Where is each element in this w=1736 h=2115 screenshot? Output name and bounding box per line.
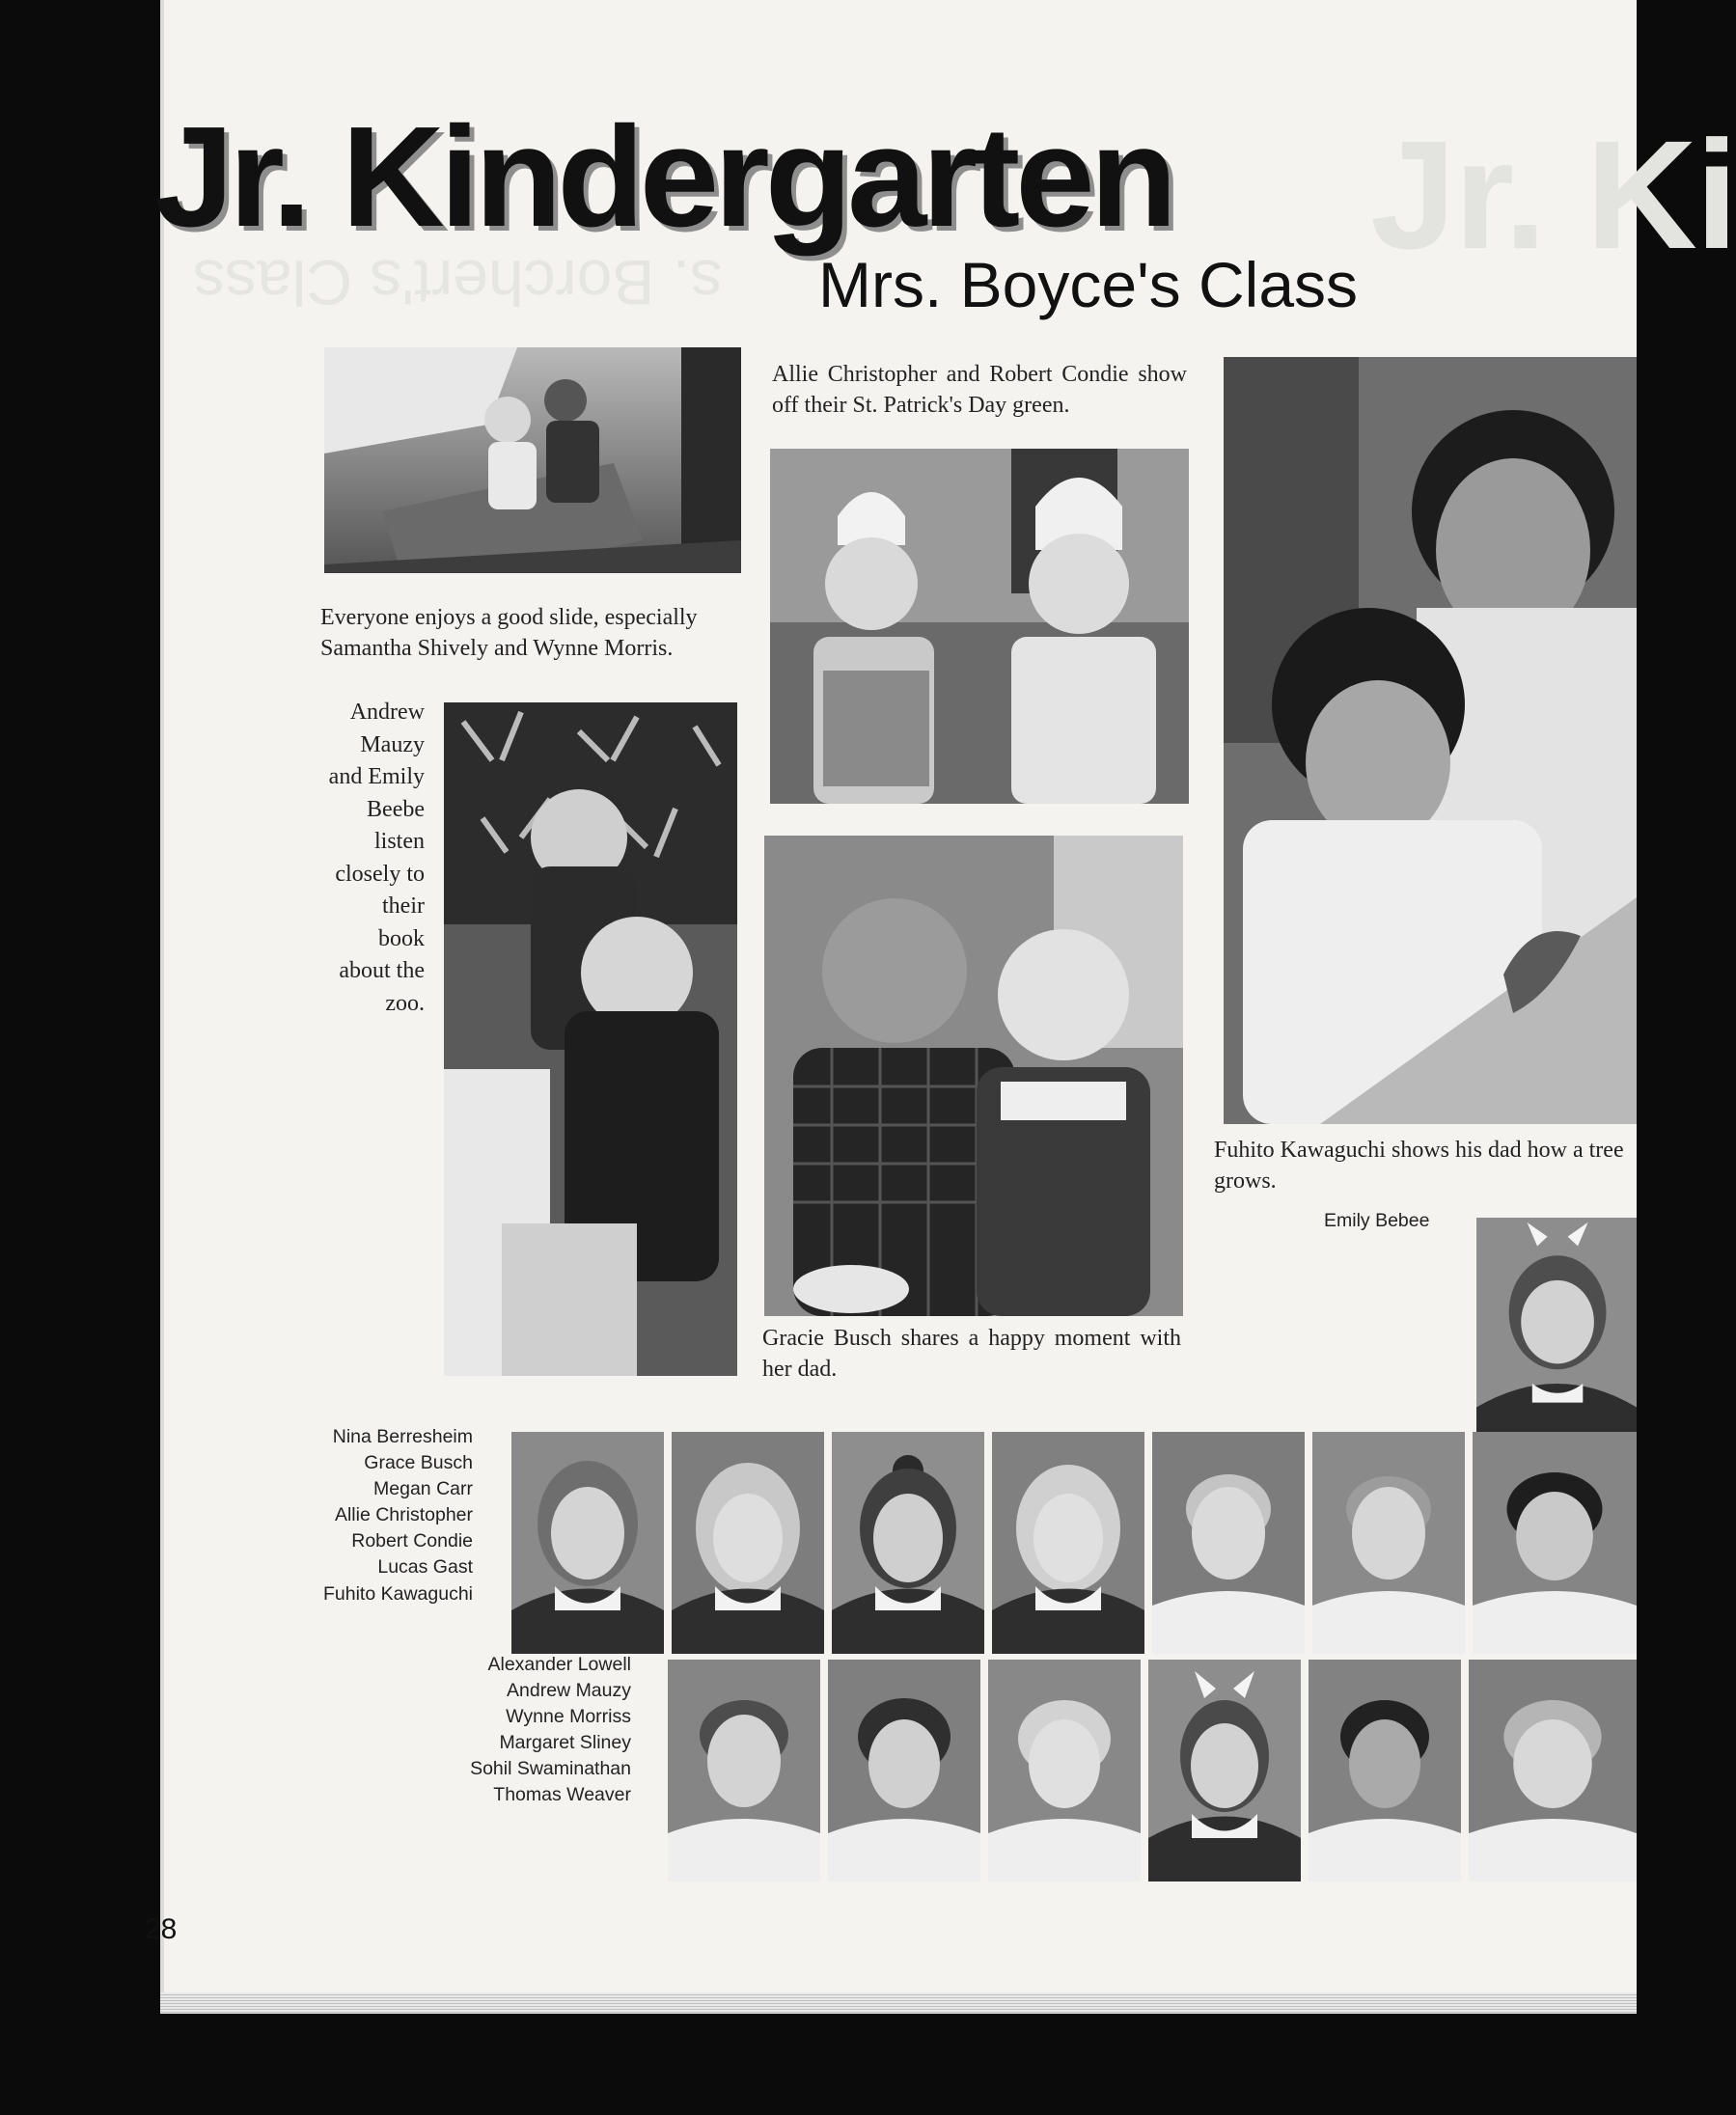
- portrait-lucas-gast: [1312, 1432, 1465, 1654]
- page-number: 28: [145, 1913, 178, 1945]
- photo-st-patricks: [770, 449, 1189, 804]
- show-through-title: Jr. Ki: [1370, 108, 1736, 281]
- portrait-grace-busch: [672, 1432, 824, 1654]
- names-row-1: [251, 1424, 473, 1607]
- page-title: Jr. Kindergarten: [154, 97, 1173, 257]
- page-subtitle: Mrs. Boyce's Class: [818, 249, 1359, 320]
- caption-line: Beebe: [367, 796, 425, 822]
- portrait-allie-christopher: [992, 1432, 1144, 1654]
- caption-fuhito: Fuhito Kawaguchi shows his dad how a tree grows.: [1214, 1138, 1624, 1195]
- caption-listening: [289, 697, 425, 1020]
- page-edges: [160, 1992, 1637, 2014]
- caption-gracie: Gracie Busch shares a happy moment with her dad.: [762, 1326, 1181, 1383]
- photo-gracie: [764, 836, 1183, 1316]
- caption-line: closely to: [335, 861, 425, 887]
- portrait-emily-bebee: [1476, 1218, 1637, 1436]
- photo-slide: [324, 347, 741, 573]
- student-name: Margaret Sliney: [499, 1732, 631, 1754]
- portrait-andrew-mauzy: [828, 1660, 980, 1882]
- portrait-wynne-morriss: [988, 1660, 1141, 1882]
- show-through-subtitle: s. Borchert's Class: [193, 247, 723, 318]
- caption-slide: Everyone enjoys a good slide, especially Samantha Shively and Wynne Morris.: [320, 605, 698, 662]
- portrait-sohil-swaminathan: [1309, 1660, 1461, 1882]
- student-name: Wynne Morriss: [506, 1706, 631, 1728]
- photo-fuhito: [1224, 357, 1637, 1124]
- portrait-fuhito-kawaguchi: [1473, 1432, 1637, 1654]
- student-name: Thomas Weaver: [493, 1784, 631, 1806]
- student-name: Sohil Swaminathan: [470, 1758, 631, 1780]
- caption-line: zoo.: [385, 990, 425, 1016]
- names-row-2: [405, 1652, 631, 1809]
- portrait-alexander-lowell: [668, 1660, 820, 1882]
- student-name: Allie Christopher: [334, 1504, 473, 1526]
- caption-line: and Emily: [328, 764, 425, 789]
- student-name: Grace Busch: [364, 1452, 473, 1474]
- student-name: Andrew Mauzy: [507, 1680, 631, 1702]
- student-name: Megan Carr: [373, 1478, 473, 1500]
- portrait-margaret-sliney: [1148, 1660, 1301, 1882]
- student-name: Fuhito Kawaguchi: [322, 1582, 473, 1605]
- caption-line: their: [382, 893, 425, 919]
- portrait-megan-carr: [832, 1432, 984, 1654]
- portrait-robert-condie: [1152, 1432, 1305, 1654]
- portrait-label-emily-bebee: Emily Bebee: [1324, 1210, 1430, 1231]
- caption-line: about the: [339, 958, 425, 983]
- caption-line: listen: [374, 829, 425, 854]
- student-name: Alexander Lowell: [487, 1654, 631, 1675]
- student-name: Lucas Gast: [377, 1556, 473, 1579]
- student-name: Nina Berresheim: [332, 1426, 473, 1447]
- caption-st-patricks: Allie Christopher and Robert Condie show off their St. Patrick's Day green.: [772, 362, 1187, 419]
- portrait-thomas-weaver: [1469, 1660, 1637, 1882]
- caption-line: Mauzy: [360, 731, 425, 757]
- caption-line: Andrew: [349, 700, 425, 725]
- caption-line: book: [378, 925, 425, 951]
- photo-listening: [444, 702, 737, 1376]
- student-name: Robert Condie: [351, 1530, 473, 1552]
- portrait-nina-berresheim: [511, 1432, 664, 1654]
